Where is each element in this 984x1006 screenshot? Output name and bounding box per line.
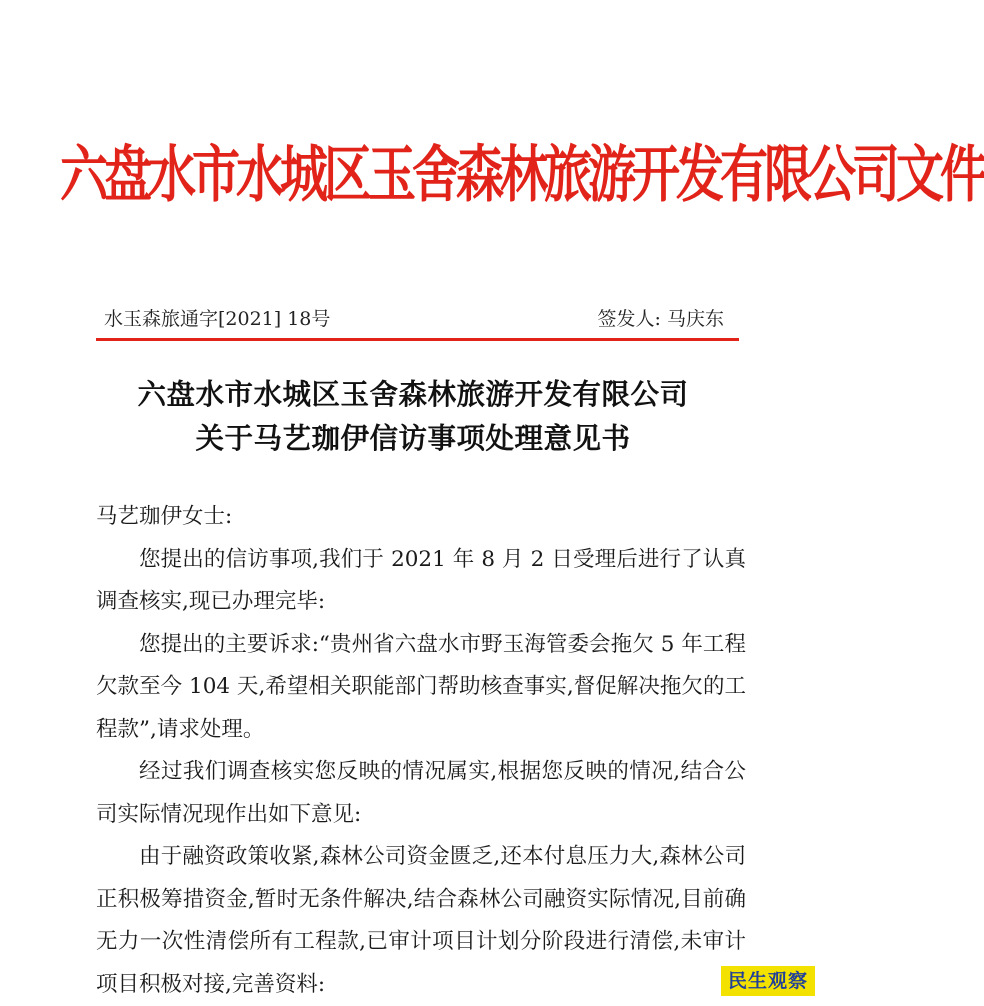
body-paragraph: 您提出的主要诉求:“贵州省六盘水市野玉海管委会拖欠 5 年工程欠款至今 104 天,希望相关职能部门帮助核查事实,督促解决拖欠的工程款”,请求处理。 (96, 631, 746, 742)
document-title-line-2: 关于马艺珈伊信访事项处理意见书 (195, 421, 631, 455)
watermark-badge: 民生观察 (721, 966, 815, 996)
document-title (60, 372, 766, 460)
red-divider-line (96, 338, 739, 341)
document-body (96, 496, 746, 1006)
salutation: 马艺珈伊女士: (96, 504, 233, 529)
document-meta-row (104, 304, 724, 331)
document-signer: 签发人: 马庆东 (597, 308, 724, 330)
document-header-title: 六盘水市水城区玉舍森林旅游开发有限公司文件 (60, 139, 984, 211)
body-paragraph: 由于融资政策收紧,森林公司资金匮乏,还本付息压力大,森林公司正积极筹措资金,暂时无条件解决,结合森林公司融资实际情况,目前确无力一次性清偿所有工程款,已审计项目计划分阶段进行清偿,未审计项目积极对接,完善资料: (96, 844, 746, 997)
body-paragraph: 经过我们调查核实您反映的情况属实,根据您反映的情况,结合公司实际情况现作出如下意见: (96, 759, 746, 827)
body-paragraph: 您提出的信访事项,我们于 2021 年 8 月 2 日受理后进行了认真调查核实,现已办理完毕: (96, 546, 746, 614)
document-title-line-1: 六盘水市水城区玉舍森林旅游开发有限公司 (137, 377, 689, 411)
document-number: 水玉森旅通字[2021] 18号 (104, 308, 331, 330)
